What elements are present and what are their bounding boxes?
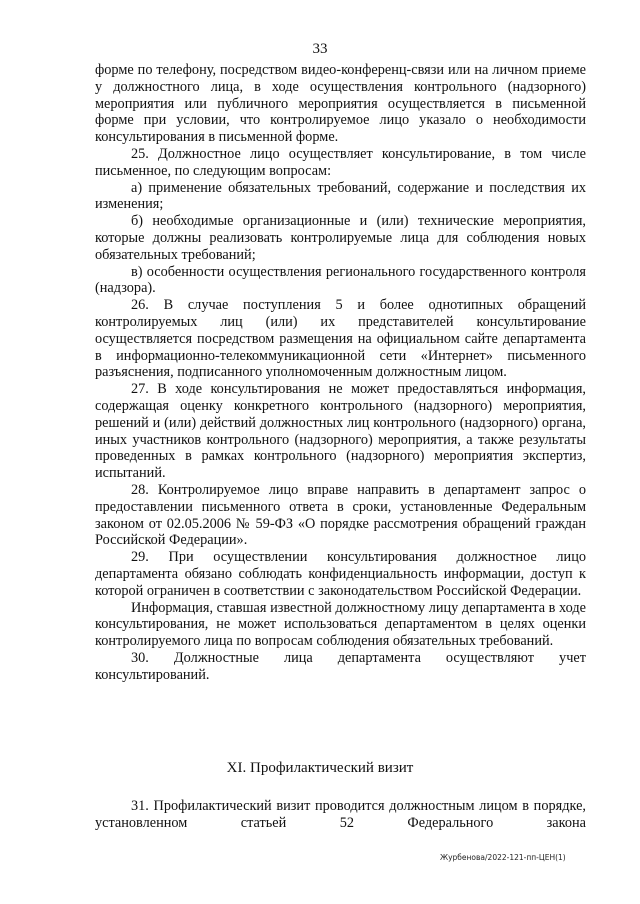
paragraph-27: 27. В ходе консультирования не может предоставляться информация, содержащая оценку конкретного контрольного (надзорного) мероприятия, решений и (или) действий должностных лиц контрольного (надзорного) органа, иных участников контрольного (надзорного) мероприятия, а также результаты проведенных в рамках контрольного (надзорного) мероприятия экспертиз, испытаний. [95, 381, 586, 482]
paragraph-30: 30. Должностные лица департамента осуществляют учет консультирований. [95, 649, 586, 683]
page-number: 33 [312, 41, 328, 57]
section-body-text [95, 798, 586, 832]
paragraph-information: Информация, ставшая известной должностному лицу департамента в ходе консультирования, не может использоваться департаментом в целях оценки контролируемого лица по вопросам соблюдения обязательных требований. [95, 599, 586, 650]
list-item-b: б) необходимые организационные и (или) технические мероприятия, которые должны реализовать контролируемые лица для соблюдения новых обязательных требований; [95, 213, 586, 263]
paragraph-29: 29. При осуществлении консультирования должностное лицо департамента обязано соблюдать конфиденциальность информации, доступ к которой ограничен в соответствии с законодательством Российской Федерации. [95, 549, 586, 599]
list-item-v: в) особенности осуществления регионального государственного контроля (надзора). [95, 263, 586, 297]
paragraph-31: 31. Профилактический визит проводится должностным лицом в порядке, установленном статьей 52 Федерального закона [95, 798, 586, 831]
section-heading: XI. Профилактический визит [226, 760, 414, 776]
footer-code: Журбенова/2022-121-пп-ЦЕН(1) [440, 853, 566, 862]
paragraph-26: 26. В случае поступления 5 и более однотипных обращений контролируемых лиц (или) их представителей консультирование осуществляется посредством размещения на официальном сайте департамента в информационно-телекоммуникационной сети «Интернет» письменного разъяснения, подписанного уполномоченным должностным лицом. [95, 297, 586, 381]
paragraph-25: 25. Должностное лицо осуществляет консультирование, в том числе письменное, по следующим вопросам: [95, 145, 586, 179]
list-item-a: а) применение обязательных требований, содержание и последствия их изменения; [95, 179, 586, 213]
body-text [95, 62, 586, 683]
paragraph-continuation: форме по телефону, посредством видео-конференц-связи или на личном приеме у должностного лица, в ходе осуществления контрольного (надзорного) мероприятия или публичного мероприятия осуществляется в письменной форме при условии, что контролируемое лицо указало о необходимости консультирования в письменной форме. [95, 62, 586, 146]
paragraph-28: 28. Контролируемое лицо вправе направить в департамент запрос о предоставлении письменного ответа в сроки, установленные Федеральным законом от 02.05.2006 № 59-ФЗ «О порядке рассмотрения обращений граждан Российской Федерации». [95, 481, 586, 549]
